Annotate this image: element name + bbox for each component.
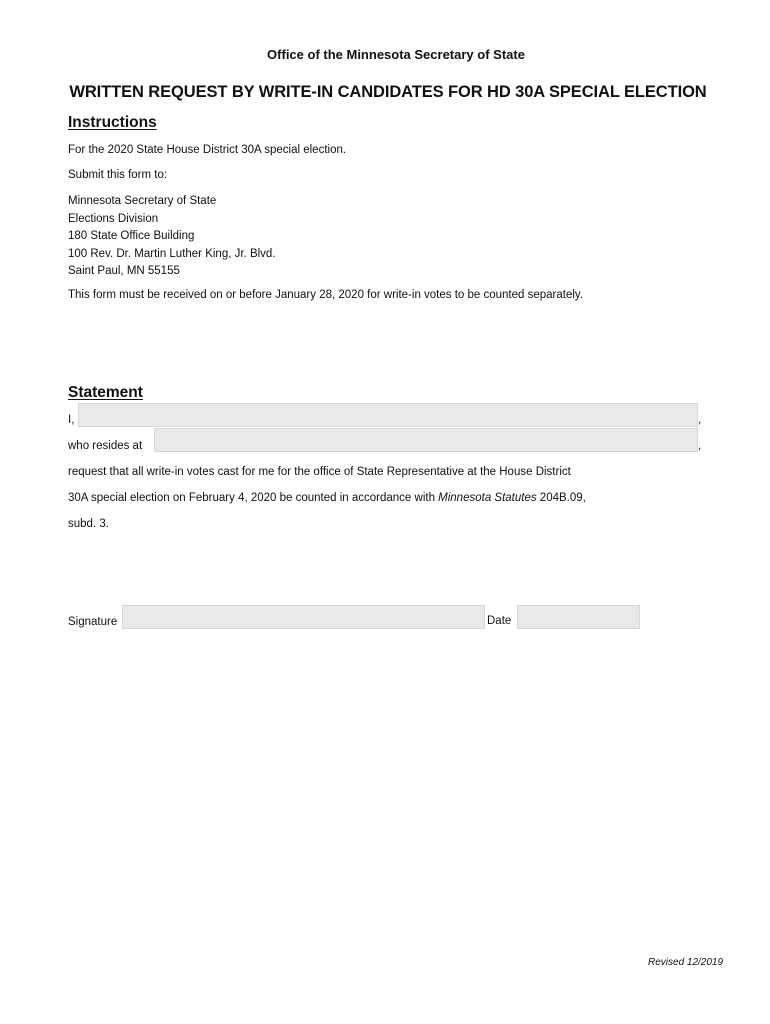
instructions-line-submit: Submit this form to: xyxy=(68,169,168,181)
address-line: Elections Division xyxy=(68,212,159,225)
office-header: Office of the Minnesota Secretary of State xyxy=(267,47,525,62)
statute-number: 204B.09, xyxy=(536,492,586,504)
i-label: I, xyxy=(68,414,75,426)
address-line: Minnesota Secretary of State xyxy=(68,195,217,207)
request-line-1: request that all write-in votes cast for me for the office of State Representative at the House District xyxy=(68,466,571,478)
request-line-3: subd. 3. xyxy=(68,518,109,530)
date-field[interactable] xyxy=(517,605,640,629)
revision-note: Revised 12/2019 xyxy=(648,957,724,968)
instructions-heading: Instructions xyxy=(68,114,157,131)
instructions-line-election: For the 2020 State House District 30A special election. xyxy=(68,144,347,156)
mailing-address xyxy=(68,193,276,281)
form-title: WRITTEN REQUEST BY WRITE-IN CANDIDATES FOR HD 30A SPECIAL ELECTION xyxy=(69,83,707,101)
request-line-2 xyxy=(68,492,586,504)
deadline-notice: This form must be received on or before January 28, 2020 for write-in votes to be counted separately. xyxy=(68,289,584,301)
address-line: 100 Rev. Dr. Martin Luther King, Jr. Blvd. xyxy=(68,247,276,260)
statute-name: Minnesota Statutes xyxy=(438,492,537,504)
address-line: 180 State Office Building xyxy=(68,230,195,242)
statement-heading: Statement xyxy=(68,384,143,401)
resides-label: who resides at xyxy=(68,440,143,452)
signature-label: Signature xyxy=(68,616,118,628)
address-line: Saint Paul, MN 55155 xyxy=(68,265,180,277)
name-comma: , xyxy=(698,414,702,426)
request-text: 30A special election on February 4, 2020 be counted in accordance with xyxy=(68,492,439,504)
residence-address-field[interactable] xyxy=(154,428,698,452)
signature-field[interactable] xyxy=(122,605,485,629)
address-comma: , xyxy=(698,440,702,452)
candidate-name-field[interactable] xyxy=(78,403,698,427)
date-label: Date xyxy=(487,615,512,627)
